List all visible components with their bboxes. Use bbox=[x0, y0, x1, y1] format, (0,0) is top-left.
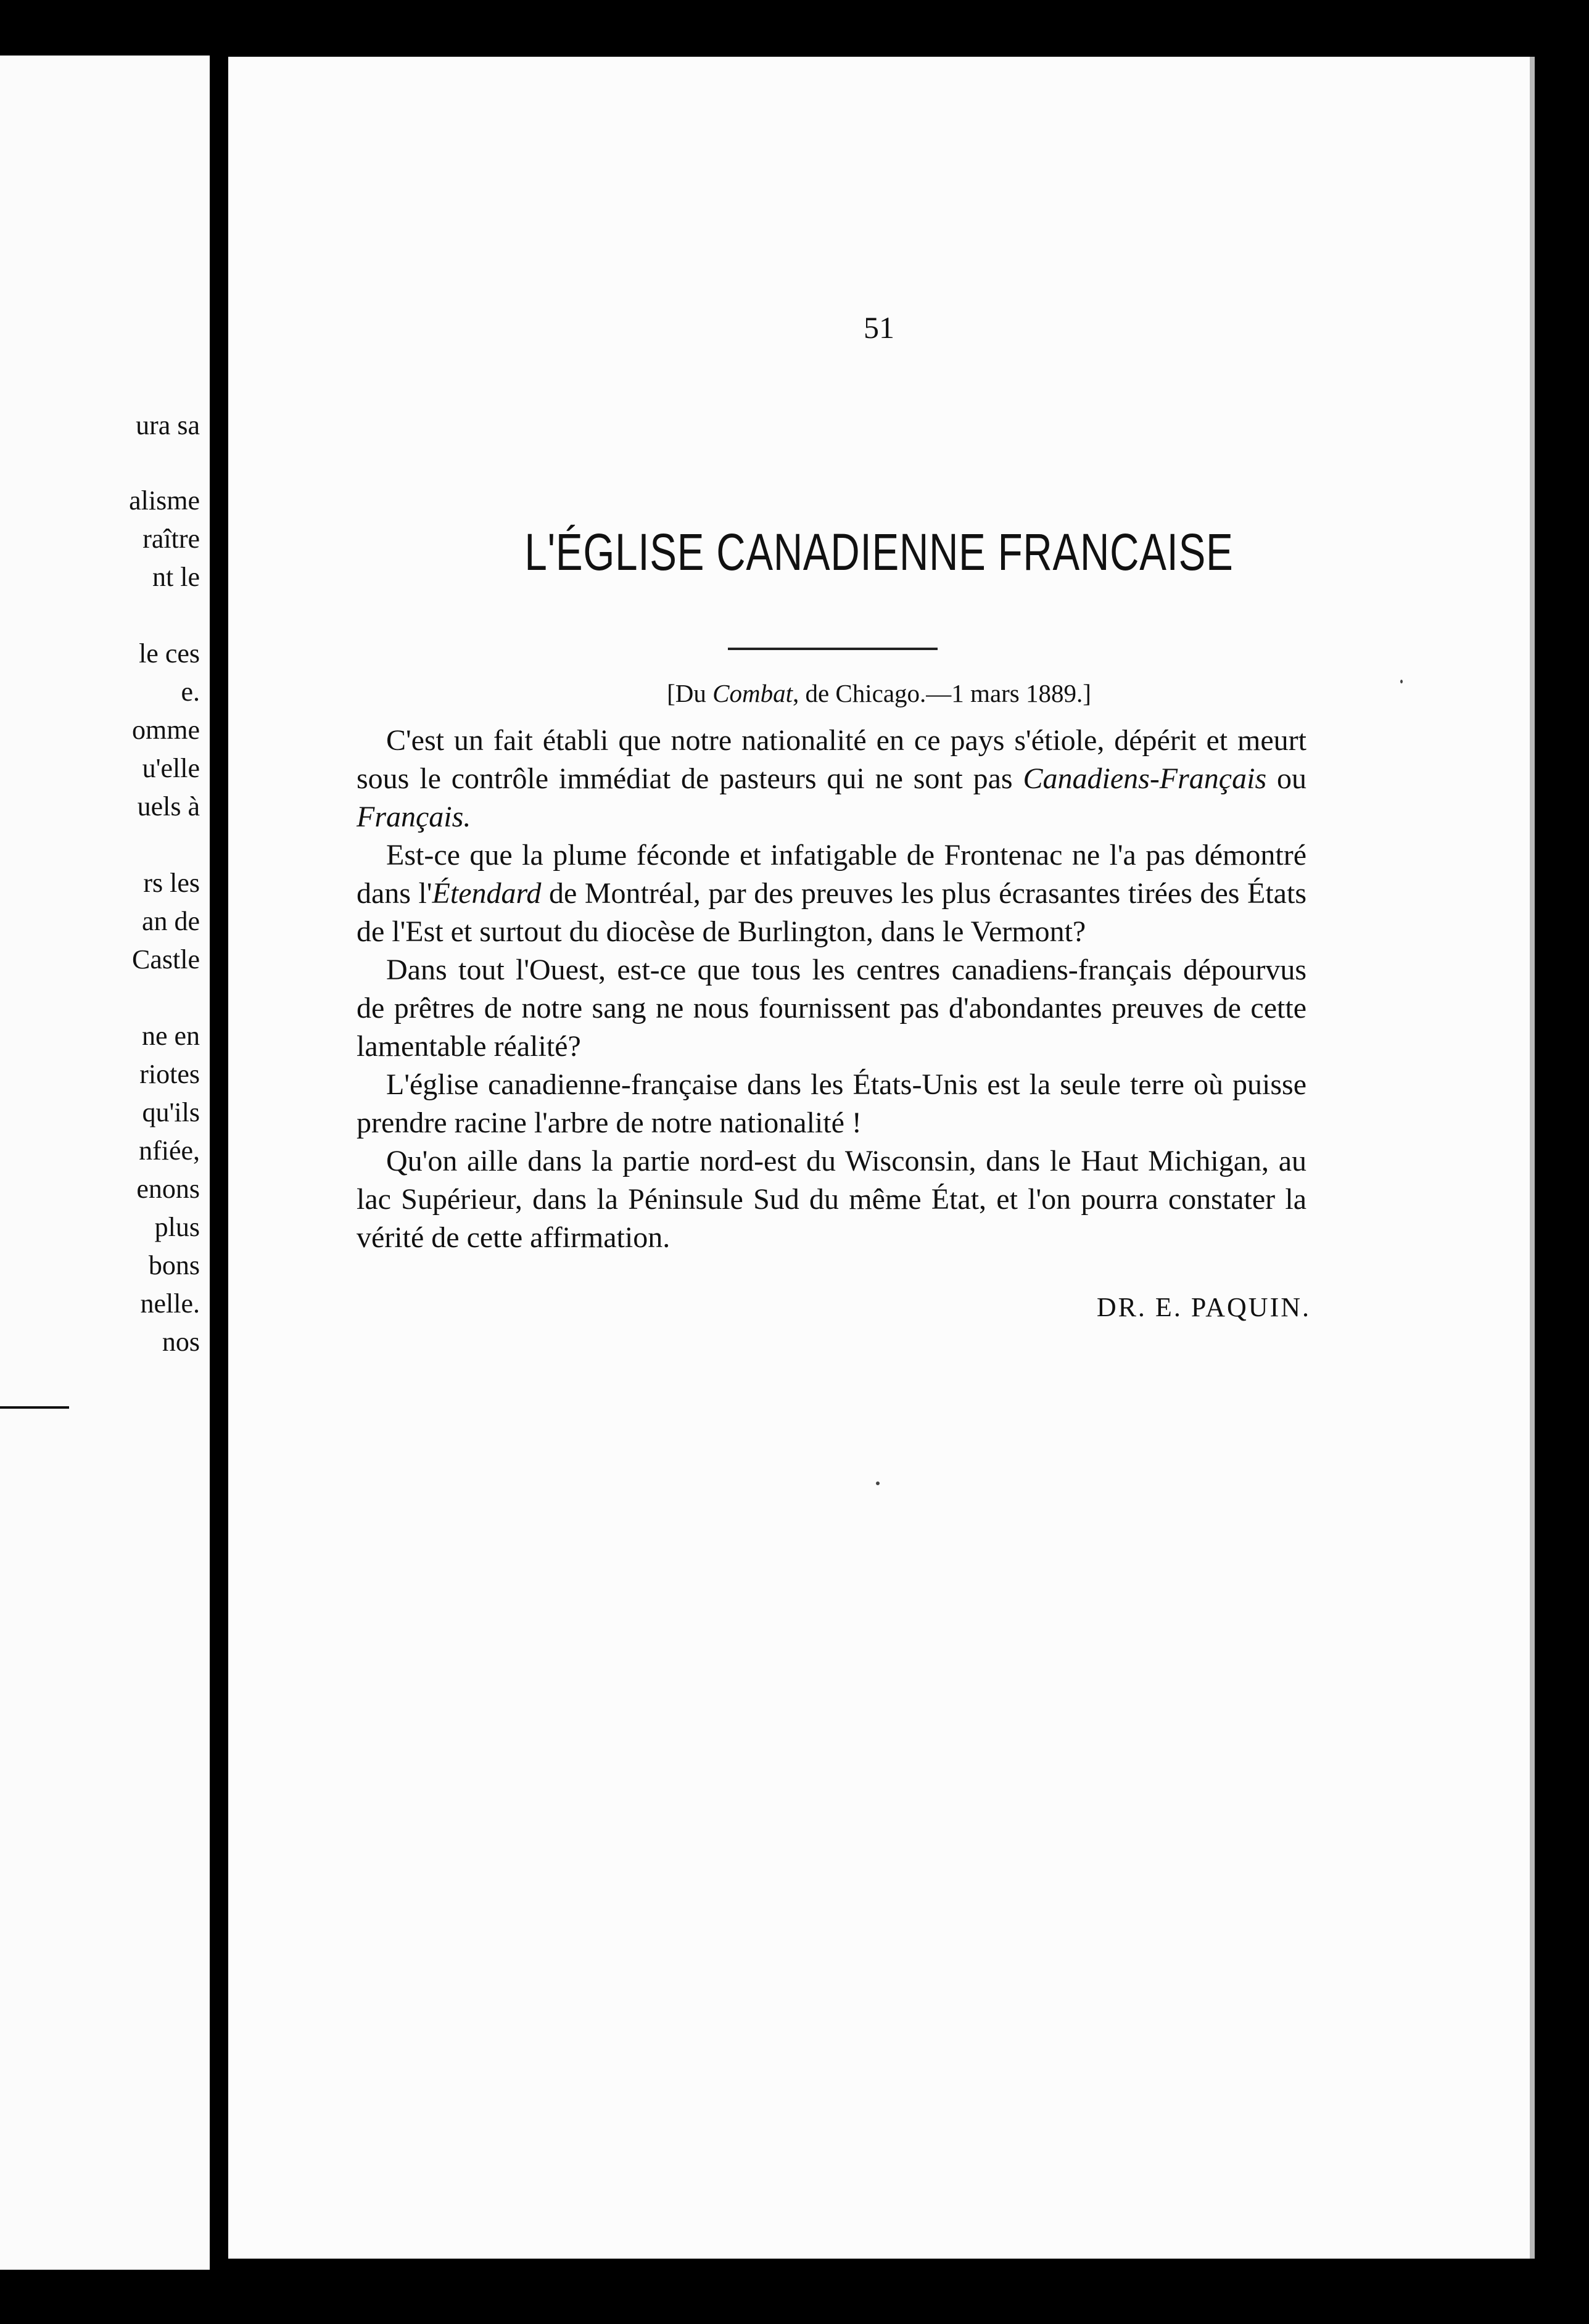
facing-page-fragment: nelle. bbox=[140, 1288, 200, 1319]
facing-page-fragment: nt le bbox=[152, 562, 200, 592]
source-suffix: , de Chicago.—1 mars 1889.] bbox=[792, 679, 1091, 707]
emphasis: Étendard bbox=[432, 877, 542, 910]
emphasis: Canadiens-Français bbox=[1023, 762, 1267, 795]
facing-page-fragment: uels à bbox=[137, 791, 200, 822]
article-body bbox=[357, 722, 1306, 1257]
source-line bbox=[228, 678, 1530, 708]
emphasis: Français. bbox=[357, 801, 471, 833]
paragraph: C'est un fait établi que notre nationalité en ce pays s'étiole, dépérit et meurt sous le contrôle immédiat de pasteurs qui ne sont pas Canadiens-Français ou Français. bbox=[357, 724, 1306, 833]
page-number: 51 bbox=[864, 310, 894, 345]
facing-page-fragment: qu'ils bbox=[142, 1097, 200, 1127]
title-rule bbox=[728, 648, 938, 650]
facing-page-fragment: ura sa bbox=[136, 410, 200, 440]
facing-page-fragment: e. bbox=[181, 677, 200, 707]
paragraph: Est-ce que la plume féconde et infatigable de Frontenac ne l'a pas démontré dans l'Étendard de Montréal, par des preuves les plus écrasantes tirées des États de l'Est et surtout du diocèse de Burlington, dans le Vermont? bbox=[357, 839, 1306, 948]
facing-page-fragment: u'elle bbox=[142, 753, 200, 783]
facing-page-fragment: bons bbox=[148, 1250, 200, 1280]
facing-page-fragment: raître bbox=[142, 524, 200, 554]
facing-page-fragment: plus bbox=[154, 1212, 200, 1242]
facing-page-fragment: le ces bbox=[139, 638, 200, 669]
facing-page-rule bbox=[0, 1406, 69, 1409]
document-page bbox=[228, 57, 1530, 2259]
paragraph: Qu'on aille dans la partie nord-est du Wisconsin, dans le Haut Michigan, au lac Supérieur, dans la Péninsule Sud du même État, et l'on pourra constater la vérité de cette affirmation. bbox=[357, 1145, 1306, 1254]
facing-page bbox=[0, 56, 210, 2270]
scan-speck bbox=[876, 1481, 880, 1485]
facing-page-fragment: ne en bbox=[141, 1021, 200, 1051]
facing-page-fragment: riotes bbox=[139, 1059, 200, 1089]
facing-page-fragment: an de bbox=[141, 906, 200, 936]
facing-page-fragment: alisme bbox=[129, 485, 200, 516]
author-signature: DR. E. PAQUIN. bbox=[1096, 1292, 1311, 1322]
page-edge bbox=[1530, 57, 1535, 2259]
facing-page-fragment: Castle bbox=[132, 944, 200, 975]
source-prefix: [Du bbox=[667, 679, 713, 707]
facing-page-fragment: rs les bbox=[143, 868, 200, 898]
facing-page-fragment: enons bbox=[136, 1174, 200, 1204]
scan-speck bbox=[1400, 680, 1403, 683]
facing-page-fragment: nfiée, bbox=[139, 1135, 200, 1166]
source-publication: Combat bbox=[712, 679, 793, 707]
facing-page-fragment: nos bbox=[162, 1327, 200, 1357]
page-title: L'ÉGLISE CANADIENNE FRANCAISE bbox=[524, 523, 1234, 581]
facing-page-fragment: omme bbox=[132, 715, 200, 745]
paragraph: Dans tout l'Ouest, est-ce que tous les centres canadiens-français dépourvus de prêtres de notre sang ne nous fournissent pas d'abondantes preuves de cette lamentable réalité? bbox=[357, 954, 1306, 1063]
paragraph: L'église canadienne-française dans les États-Unis est la seule terre où puisse prendre racine l'arbre de notre nationalité ! bbox=[357, 1068, 1306, 1139]
